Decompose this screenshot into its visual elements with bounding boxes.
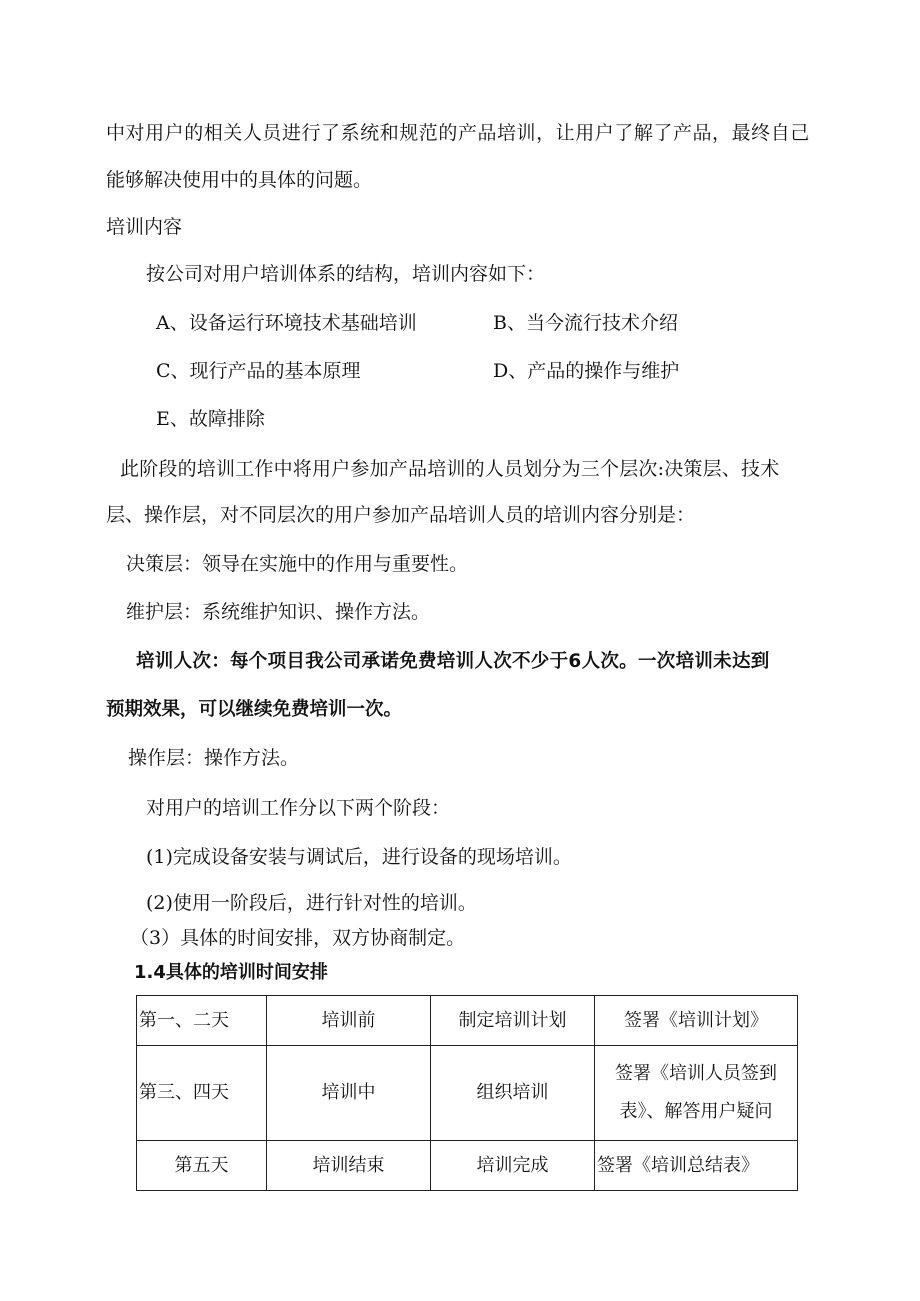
stages-intro: 对用户的培训工作分以下两个阶段：	[146, 797, 451, 819]
table-cell-output	[595, 1046, 798, 1141]
content-item-e: E、故障排除	[156, 408, 265, 430]
table-cell-day: 第三、四天	[137, 1046, 267, 1141]
table-row	[137, 1141, 798, 1191]
table-cell-output-line: 表》、解答用户疑问	[619, 1101, 773, 1122]
structure-intro: 按公司对用户培训体系的结构，培训内容如下：	[146, 263, 546, 285]
decision-level: 决策层：领导在实施中的作用与重要性。	[126, 553, 469, 575]
schedule-table	[136, 995, 798, 1191]
schedule-heading: 1.4具体的培训时间安排	[134, 962, 328, 983]
intro-line-1: 中对用户的相关人员进行了系统和规范的产品培训，让用户了解了产品，最终自己	[106, 122, 810, 144]
content-item-a: A、设备运行环境技术基础培训	[156, 312, 417, 334]
table-cell-task: 组织培训	[431, 1046, 595, 1141]
table-cell-day: 第五天	[137, 1141, 267, 1191]
stage-item: (1)完成设备安装与调试后，进行设备的现场培训。	[146, 846, 572, 868]
table-row	[137, 1046, 798, 1141]
table-cell-day: 第一、二天	[137, 996, 267, 1046]
content-item-b: B、当今流行技术介绍	[493, 312, 678, 334]
table-cell-phase: 培训结束	[267, 1141, 431, 1191]
table-cell-phase: 培训前	[267, 996, 431, 1046]
section-title: 培训内容	[106, 216, 183, 238]
table-cell-phase: 培训中	[267, 1046, 431, 1141]
table-row	[137, 996, 798, 1046]
stage-item: （3）具体的时间安排，双方协商制定。	[130, 927, 466, 949]
content-item-d: D、产品的操作与维护	[493, 360, 680, 382]
stage-item: (2)使用一阶段后，进行针对性的培训。	[146, 892, 477, 914]
operation-level: 操作层：操作方法。	[128, 747, 300, 769]
commitment-line-1: 培训人次：每个项目我公司承诺免费培训人次不少于6人次。一次培训未达到	[136, 651, 770, 672]
table-cell-output-line: 签署《培训人员签到	[615, 1063, 777, 1084]
content-item-c: C、现行产品的基本原理	[156, 360, 361, 382]
table-cell-task: 制定培训计划	[431, 996, 595, 1046]
levels-para-line-2: 层、操作层，对不同层次的用户参加产品培训人员的培训内容分别是：	[106, 504, 696, 526]
table-cell-output: 签署《培训计划》	[595, 996, 798, 1046]
intro-line-2: 能够解决使用中的具体的问题。	[106, 169, 373, 191]
table-cell-output: 签署《培训总结表》	[595, 1141, 798, 1191]
table-cell-task: 培训完成	[431, 1141, 595, 1191]
levels-para-line-1: 此阶段的培训工作中将用户参加产品培训的人员划分为三个层次:决策层、技术	[120, 458, 780, 480]
commitment-line-2: 预期效果，可以继续免费培训一次。	[106, 699, 403, 720]
maintenance-level: 维护层：系统维护知识、操作方法。	[126, 601, 431, 623]
